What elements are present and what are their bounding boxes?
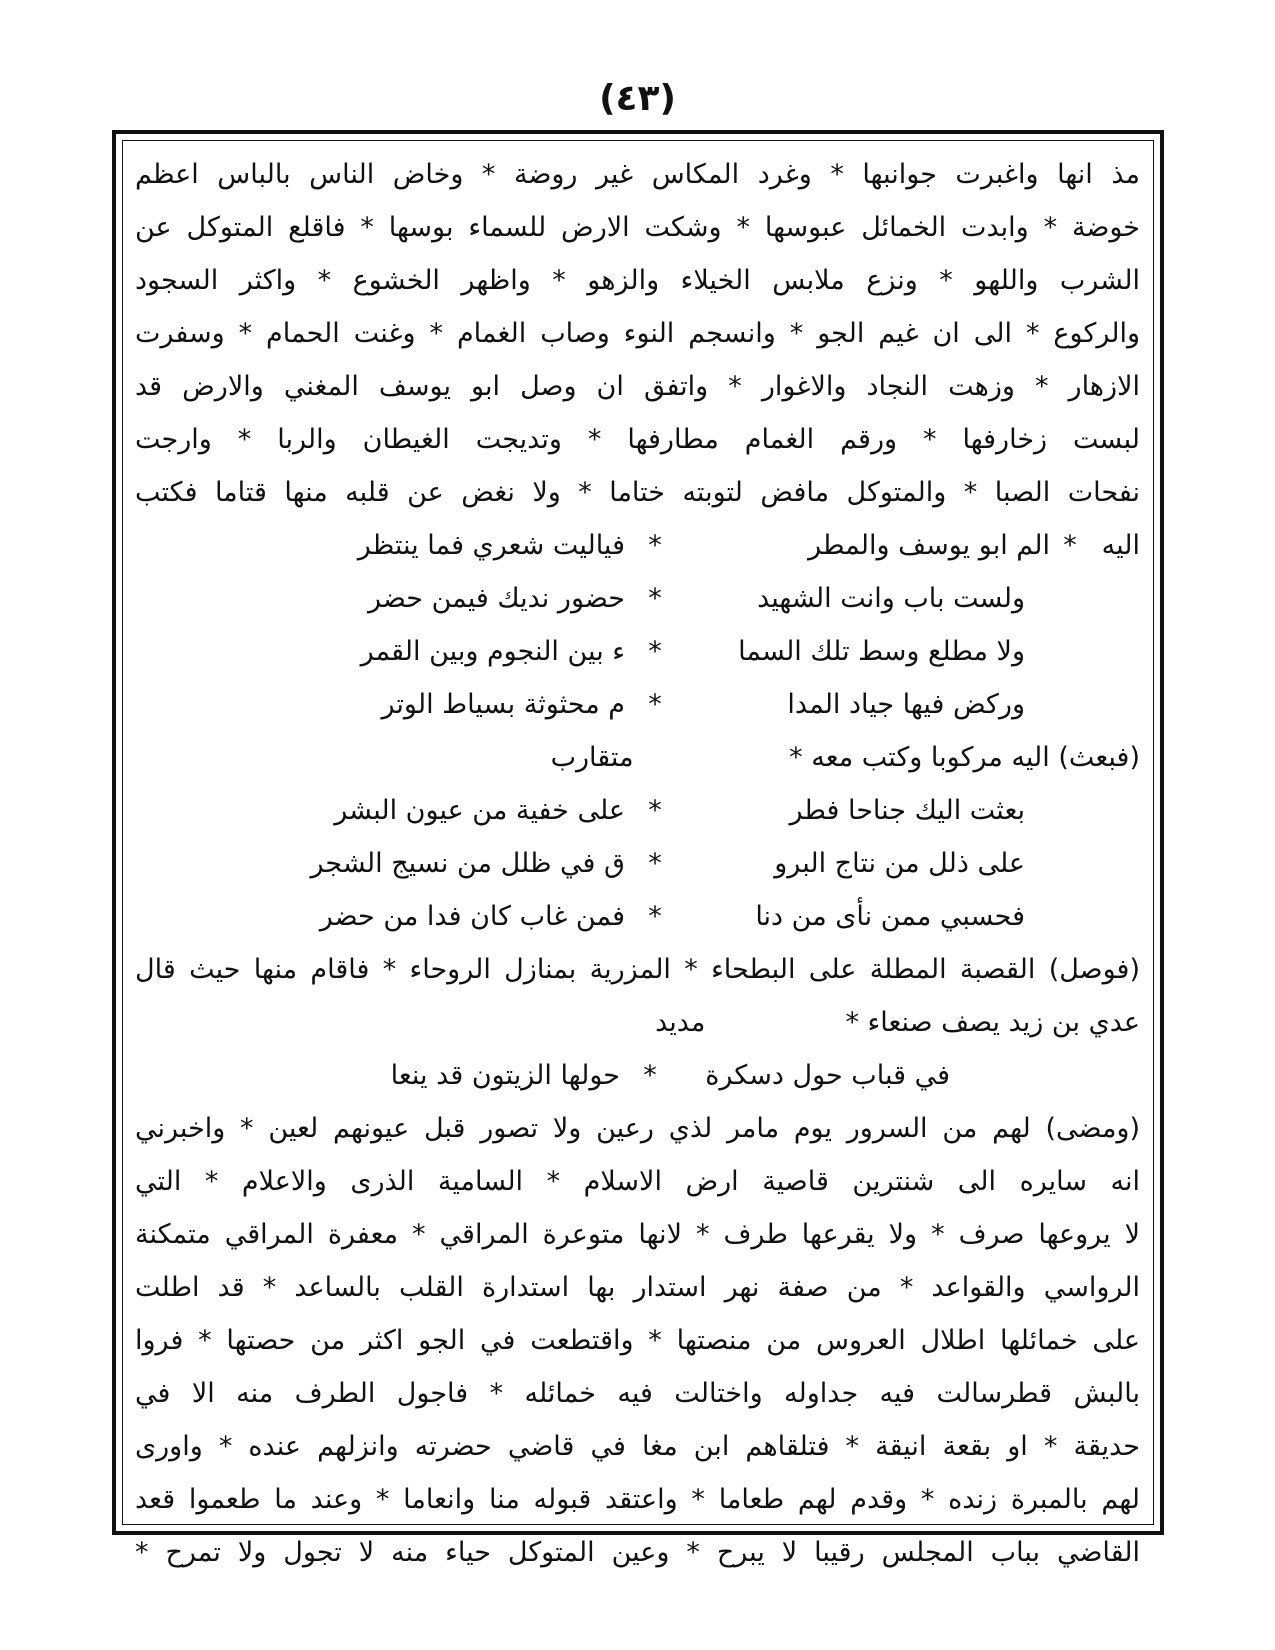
text-line: خوضة * وابدت الخمائل عبوسها * وشكت الارض للسماء بوسها * فاقلع المتوكل عن	[135, 212, 1140, 243]
verse-second-hemistich: حضور نديك فيمن حضر	[367, 583, 625, 614]
verse-second-hemistich: ء بين النجوم وبين القمر	[360, 636, 625, 667]
verse-separator: *	[648, 530, 662, 561]
text-line: نفحات الصبا * والمتوكل مافض لتوبته ختاما * ولا نغض عن قلبه منها قتاما فكتب	[135, 477, 1140, 508]
verse-separator: *	[648, 689, 662, 720]
verse-second-hemistich: م محثوثة بسياط الوتر	[381, 689, 625, 720]
verse-second-hemistich: فياليت شعري فما ينتظر	[357, 530, 625, 561]
poem-verse	[135, 625, 1140, 678]
text-line: الازهار * وزهت النجاد والاغوار * واتفق ان وصل ابو يوسف المغني والارض قد	[135, 371, 1140, 402]
page-number: (٤٣)	[599, 78, 676, 119]
poem-intro-line	[135, 731, 1140, 784]
text-line: (ومضى) لهم من السرور يوم مامر لذي رعين ولا تصور قبل عيونهم لعين * واخبرني	[135, 1113, 1140, 1144]
poem-verse	[135, 890, 1140, 943]
meter-label: متقارب	[550, 742, 634, 773]
meter-label: مديد	[655, 1007, 706, 1038]
poem-verse	[135, 784, 1140, 837]
verse-separator: *	[648, 848, 662, 879]
verse-lead-word: اليه	[1101, 530, 1140, 561]
verse-first-hemistich: في قباب حول دسكرة	[705, 1060, 950, 1091]
verse-separator: *	[648, 583, 662, 614]
text-line: على خمائلها اطلال العروس من منصتها * واقتطعت في الجو اكثر من حصتها * فروا	[135, 1325, 1140, 1356]
poem-intro-text: (فبعث) اليه مركوبا وكتب معه *	[789, 742, 1140, 773]
page-body	[135, 148, 1140, 1568]
text-line: حديقة * او بقعة انيقة * فتلقاهم ابن مغا في قاضي حضرته وانزلهم عنده * واورى	[135, 1431, 1140, 1462]
poem-verse	[135, 1049, 1140, 1102]
verse-first-hemistich: ولا مطلع وسط تلك السما	[738, 636, 1025, 667]
poem-verse	[135, 519, 1140, 572]
poem-intro-text: عدي بن زيد يصف صنعاء *	[845, 1007, 1140, 1038]
text-line: لبست زخارفها * ورقم الغمام مطارفها * وتديجت الغيطان والربا * وارجت	[135, 424, 1140, 455]
poem-verse	[135, 572, 1140, 625]
text-line: الشرب واللهو * ونزع ملابس الخيلاء والزهو * واظهر الخشوع * واكثر السجود	[135, 265, 1140, 296]
verse-first-hemistich: على ذلل من نتاج البرو	[774, 848, 1025, 879]
text-line: مذ انها واغبرت جوانبها * وغرد المكاس غير روضة * وخاض الناس بالباس اعظم	[135, 159, 1140, 190]
text-line: لا يروعها صرف * ولا يقرعها طرف * لانها متوعرة المراقي * معفرة المراقي متمكنة	[135, 1219, 1140, 1250]
verse-first-hemistich: وركض فيها جياد المدا	[787, 689, 1025, 720]
text-line: الرواسي والقواعد * من صفة نهر استدار بها استدارة القلب بالساعد * قد اطلت	[135, 1272, 1140, 1303]
verse-second-hemistich: حولها الزيتون قد ينعا	[390, 1060, 620, 1091]
verse-first-hemistich: الم ابو يوسف والمطر	[808, 530, 1050, 561]
verse-separator: *	[648, 636, 662, 667]
poem-intro-line	[135, 996, 1140, 1049]
verse-first-hemistich: بعثت اليك جناحا فطر	[789, 795, 1025, 826]
verse-second-hemistich: ق في ظلل من نسيج الشجر	[310, 848, 625, 879]
text-line: لهم بالمبرة زنده * وقدم لهم طعاما * واعتقد قبوله منا وانعاما * وعند ما طعموا قعد	[135, 1484, 1140, 1515]
verse-second-hemistich: فمن غاب كان فدا من حضر	[319, 901, 625, 932]
text-line: بالبش قطرسالت فيه جداوله واختالت فيه خمائله * فاجول الطرف منه الا في	[135, 1378, 1140, 1409]
verse-separator: *	[643, 1060, 657, 1091]
verse-first-hemistich: ولست باب وانت الشهيد	[757, 583, 1025, 614]
poem-verse	[135, 678, 1140, 731]
verse-second-hemistich: على خفية من عيون البشر	[334, 795, 625, 826]
verse-separator: *	[1063, 530, 1077, 561]
text-line: (فوصل) القصبة المطلة على البطحاء * المزرية بمنازل الروحاء * فاقام منها حيث قال	[135, 954, 1140, 985]
text-line: انه سايره الى شنترين قاصية ارض الاسلام * السامية الذرى والاعلام * التي	[135, 1166, 1140, 1197]
verse-first-hemistich: فحسبي ممن نأى من دنا	[755, 901, 1025, 932]
verse-separator: *	[648, 795, 662, 826]
verse-separator: *	[648, 901, 662, 932]
text-line: والركوع * الى ان غيم الجو * وانسجم النوء وصاب الغمام * وغنت الحمام * وسفرت	[135, 318, 1140, 349]
poem-verse	[135, 837, 1140, 890]
text-line: القاضي بباب المجلس رقيبا لا يبرح * وعين المتوكل حياء منه لا تجول ولا تمرح *	[135, 1537, 1140, 1568]
